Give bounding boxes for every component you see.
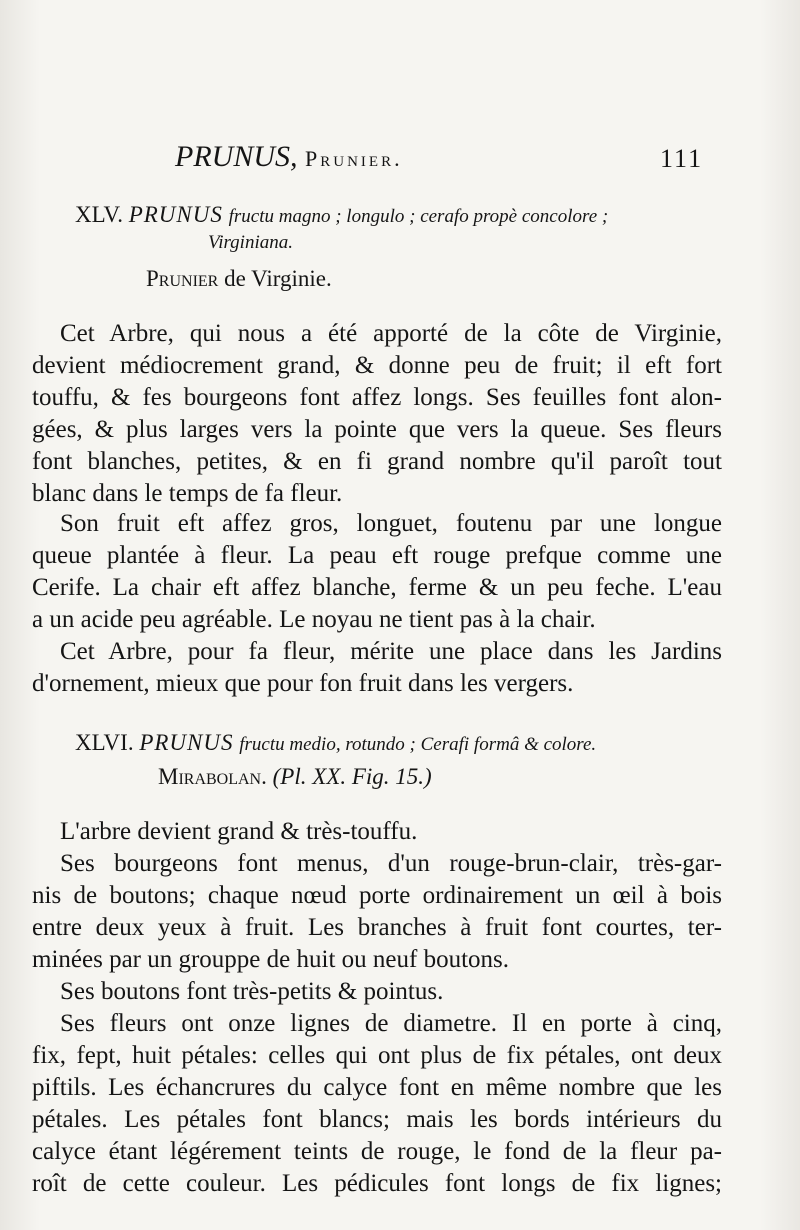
entry-xlv-common-name bbox=[146, 266, 332, 292]
para2-line: queue plantée à fleur. La peau eft rouge prefque comme une bbox=[32, 542, 722, 569]
running-title-french: Prunier. bbox=[305, 146, 403, 171]
common-name-sc: Prunier bbox=[146, 266, 219, 291]
entry-diagnosis: fructu magno ; longulo ; cerafo propè concolore ; bbox=[228, 206, 609, 227]
entry-xlv-diagnosis-cont: Virginiana. bbox=[208, 232, 293, 253]
entry-number: XLV. bbox=[75, 202, 123, 227]
para1-line: Cet Arbre, qui nous a été apporté de la côte de Virginie, bbox=[60, 320, 722, 347]
para6-line: Ses boutons font très-petits & pointus. bbox=[60, 978, 444, 1005]
common-name-sc: Mirabolan. bbox=[158, 764, 267, 789]
para1-line: devient médiocrement grand, & donne peu de fruit; il eft fort bbox=[32, 352, 722, 379]
plate-reference: (Pl. XX. Fig. 15.) bbox=[272, 764, 432, 789]
running-title: PRUNUS, bbox=[175, 140, 298, 173]
entry-xlv-heading bbox=[75, 202, 608, 228]
para2-line: Cerife. La chair eft affez blanche, ferme & un peu feche. L'eau bbox=[32, 574, 722, 601]
para1-line: font blanches, petites, & en fi grand nombre qu'il paroît tout bbox=[32, 448, 722, 475]
entry-genus: PRUNUS bbox=[139, 730, 234, 755]
para1-line: blanc dans le temps de fa fleur. bbox=[32, 480, 343, 507]
para5-line: Ses bourgeons font menus, d'un rouge-brun-clair, très-gar- bbox=[60, 850, 722, 877]
para3-line: d'ornement, mieux que pour fon fruit dans les vergers. bbox=[32, 670, 574, 697]
para7-line: fix, fept, huit pétales: celles qui ont plus de fix pétales, ont deux bbox=[32, 1042, 722, 1069]
running-header bbox=[175, 140, 403, 174]
common-name-rest: de Virginie. bbox=[224, 266, 332, 291]
entry-diagnosis: fructu medio, rotundo ; Cerafi formâ & colore. bbox=[239, 734, 597, 755]
para7-line: Ses fleurs ont onze lignes de diametre. Il en porte à cinq, bbox=[60, 1010, 722, 1037]
entry-genus: PRUNUS bbox=[128, 202, 223, 227]
page-number: 111 bbox=[660, 144, 704, 173]
para5-line: nis de boutons; chaque nœud porte ordinairement un œil à bois bbox=[32, 882, 722, 909]
entry-xlvi-common-name bbox=[158, 764, 432, 790]
para7-line: piftils. Les échancrures du calyce font en même nombre que les bbox=[32, 1074, 722, 1101]
para2-line: Son fruit eft affez gros, longuet, foutenu par une longue bbox=[60, 510, 722, 537]
entry-xlvi-heading bbox=[75, 730, 596, 756]
para4-line: L'arbre devient grand & très-touffu. bbox=[60, 818, 418, 845]
para3-line: Cet Arbre, pour fa fleur, mérite une place dans les Jardins bbox=[60, 638, 722, 665]
para5-line: entre deux yeux à fruit. Les branches à fruit font courtes, ter- bbox=[32, 914, 722, 941]
para7-line: pétales. Les pétales font blancs; mais les bords intérieurs du bbox=[32, 1106, 722, 1133]
para7-line: calyce étant légérement teints de rouge, le fond de la fleur pa- bbox=[32, 1138, 722, 1165]
para1-line: gées, & plus larges vers la pointe que vers la queue. Ses fleurs bbox=[32, 416, 722, 443]
para5-line: minées par un grouppe de huit ou neuf boutons. bbox=[32, 946, 509, 973]
para7-line: roît de cette couleur. Les pédicules font longs de fix lignes; bbox=[32, 1170, 722, 1197]
para1-line: touffu, & fes bourgeons font affez longs. Ses feuilles font alon- bbox=[32, 384, 722, 411]
entry-number: XLVI. bbox=[75, 730, 134, 755]
para2-line: a un acide peu agréable. Le noyau ne tient pas à la chair. bbox=[32, 606, 596, 633]
